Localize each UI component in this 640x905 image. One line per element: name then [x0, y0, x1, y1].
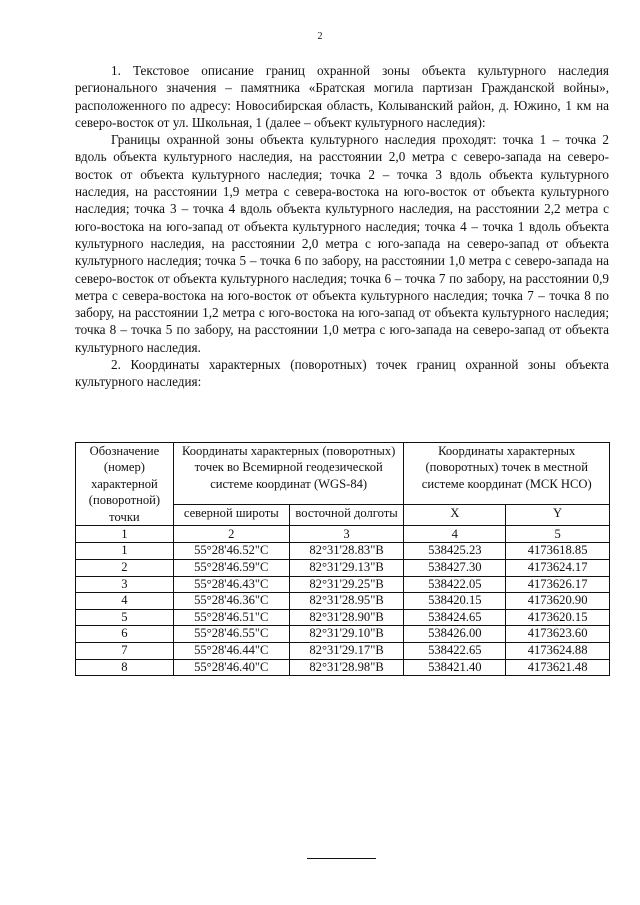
table-cell: 82°31'29.10"В	[289, 626, 404, 643]
table-cell: 7	[76, 643, 174, 660]
subheader-x: X	[404, 504, 506, 525]
table-cell: 55°28'46.36"С	[173, 593, 289, 610]
footer-divider	[307, 858, 376, 859]
table-cell: 3	[76, 576, 174, 593]
table-cell: 8	[76, 659, 174, 676]
column-number-cell: 3	[289, 526, 404, 543]
table-cell: 5	[76, 609, 174, 626]
table-cell: 82°31'29.17"В	[289, 643, 404, 660]
table-cell: 538421.40	[404, 659, 506, 676]
subheader-y: Y	[506, 504, 610, 525]
table-cell: 55°28'46.44"С	[173, 643, 289, 660]
table-cell: 538426.00	[404, 626, 506, 643]
subheader-latitude: северной широты	[173, 504, 289, 525]
table-cell: 82°31'29.25"В	[289, 576, 404, 593]
column-number-cell: 2	[173, 526, 289, 543]
column-number-cell: 5	[506, 526, 610, 543]
table-row	[76, 659, 610, 676]
table-cell: 538424.65	[404, 609, 506, 626]
table-cell: 538422.65	[404, 643, 506, 660]
header-wgs-cell: Координаты характерных (поворотных) точек во Всемирной геодезической системе координат (WGS-84)	[173, 443, 404, 505]
table-cell: 538420.15	[404, 593, 506, 610]
table-header-row	[76, 443, 610, 505]
table-row	[76, 543, 610, 560]
paragraph-1: 1. Текстовое описание границ охранной зоны объекта культурного наследия регионального значения – памятника «Братская могила партизан Гражданской войны», расположенного по адресу: Новосибирская область, Колыванский район, д. Южино, 1 км на северо-восток от ул. Школьная, 1 (далее – объект культурного наследия):	[75, 63, 609, 130]
table-cell: 1	[76, 543, 174, 560]
table-row	[76, 593, 610, 610]
table-row	[76, 626, 610, 643]
table-cell: 4173621.48	[506, 659, 610, 676]
table-cell: 4173623.60	[506, 626, 610, 643]
subheader-longitude: восточной долготы	[289, 504, 404, 525]
table-cell: 55°28'46.40"С	[173, 659, 289, 676]
table-cell: 538422.05	[404, 576, 506, 593]
table-cell: 82°31'29.13"В	[289, 560, 404, 577]
table-row	[76, 609, 610, 626]
table-cell: 55°28'46.59"С	[173, 560, 289, 577]
document-body	[75, 62, 609, 391]
table-cell: 55°28'46.52"С	[173, 543, 289, 560]
column-number-cell: 4	[404, 526, 506, 543]
table-cell: 2	[76, 560, 174, 577]
table-row	[76, 643, 610, 660]
table-cell: 82°31'28.83"В	[289, 543, 404, 560]
table-cell: 55°28'46.43"С	[173, 576, 289, 593]
table-cell: 538425.23	[404, 543, 506, 560]
coordinates-table	[75, 442, 610, 676]
table-cell: 82°31'28.95"В	[289, 593, 404, 610]
column-number-row	[76, 526, 610, 543]
table-cell: 4173626.17	[506, 576, 610, 593]
table-cell: 4173620.15	[506, 609, 610, 626]
table-cell: 4173618.85	[506, 543, 610, 560]
table-cell: 55°28'46.55"С	[173, 626, 289, 643]
table-row	[76, 560, 610, 577]
column-number-cell: 1	[76, 526, 174, 543]
paragraph-2: Границы охранной зоны объекта культурного наследия проходят: точка 1 – точка 2 вдоль объекта культурного наследия, на расстоянии 2,0 метра с северо-запада на северо-восток от объекта культурного наследия; точка 2 – точка 3 вдоль объекта культурного наследия, на расстоянии 1,9 метра с севера-востока на юго-восток от объекта культурного наследия; точка 3 – точка 4 вдоль объекта культурного наследия, на расстоянии 2,2 метра с юго-востока на юго-запад от объекта культурного наследия; точка 4 – точка 1 вдоль объекта культурного наследия, на расстоянии 2,0 метра с юго-запада на северо-запад от объекта культурного наследия; точка 5 – точка 6 по забору, на расстоянии 1,0 метра с северо-запада на северо-восток от объекта культурного наследия; точка 6 – точка 7 по забору, на расстоянии 0,9 метра с севера-востока на юго-восток от объекта культурного наследия; точка 7 – точка 8 по забору, на расстоянии 1,2 метра с юго-востока на юго-запад от объекта культурного наследия; точка 8 – точка 5 по забору, на расстоянии 1,0 метра с юго-запада на северо-запад от объекта культурного наследия.	[75, 132, 609, 355]
table-cell: 4173620.90	[506, 593, 610, 610]
page-number: 2	[317, 31, 323, 42]
table-cell: 4173624.88	[506, 643, 610, 660]
header-point-cell: Обозначение (номер) характерной (поворотной) точки	[76, 443, 174, 526]
paragraph-3: 2. Координаты характерных (поворотных) точек границ охранной зоны объекта культурного наследия:	[75, 357, 609, 390]
table-cell: 82°31'28.90"В	[289, 609, 404, 626]
table-cell: 4173624.17	[506, 560, 610, 577]
table-cell: 6	[76, 626, 174, 643]
table-cell: 538427.30	[404, 560, 506, 577]
table-cell: 55°28'46.51"С	[173, 609, 289, 626]
table-cell: 4	[76, 593, 174, 610]
coordinates-table-body	[76, 443, 610, 676]
table-row	[76, 576, 610, 593]
header-msk-cell: Координаты характерных (поворотных) точек в местной системе координат (МСК НСО)	[404, 443, 610, 505]
table-cell: 82°31'28.98"В	[289, 659, 404, 676]
